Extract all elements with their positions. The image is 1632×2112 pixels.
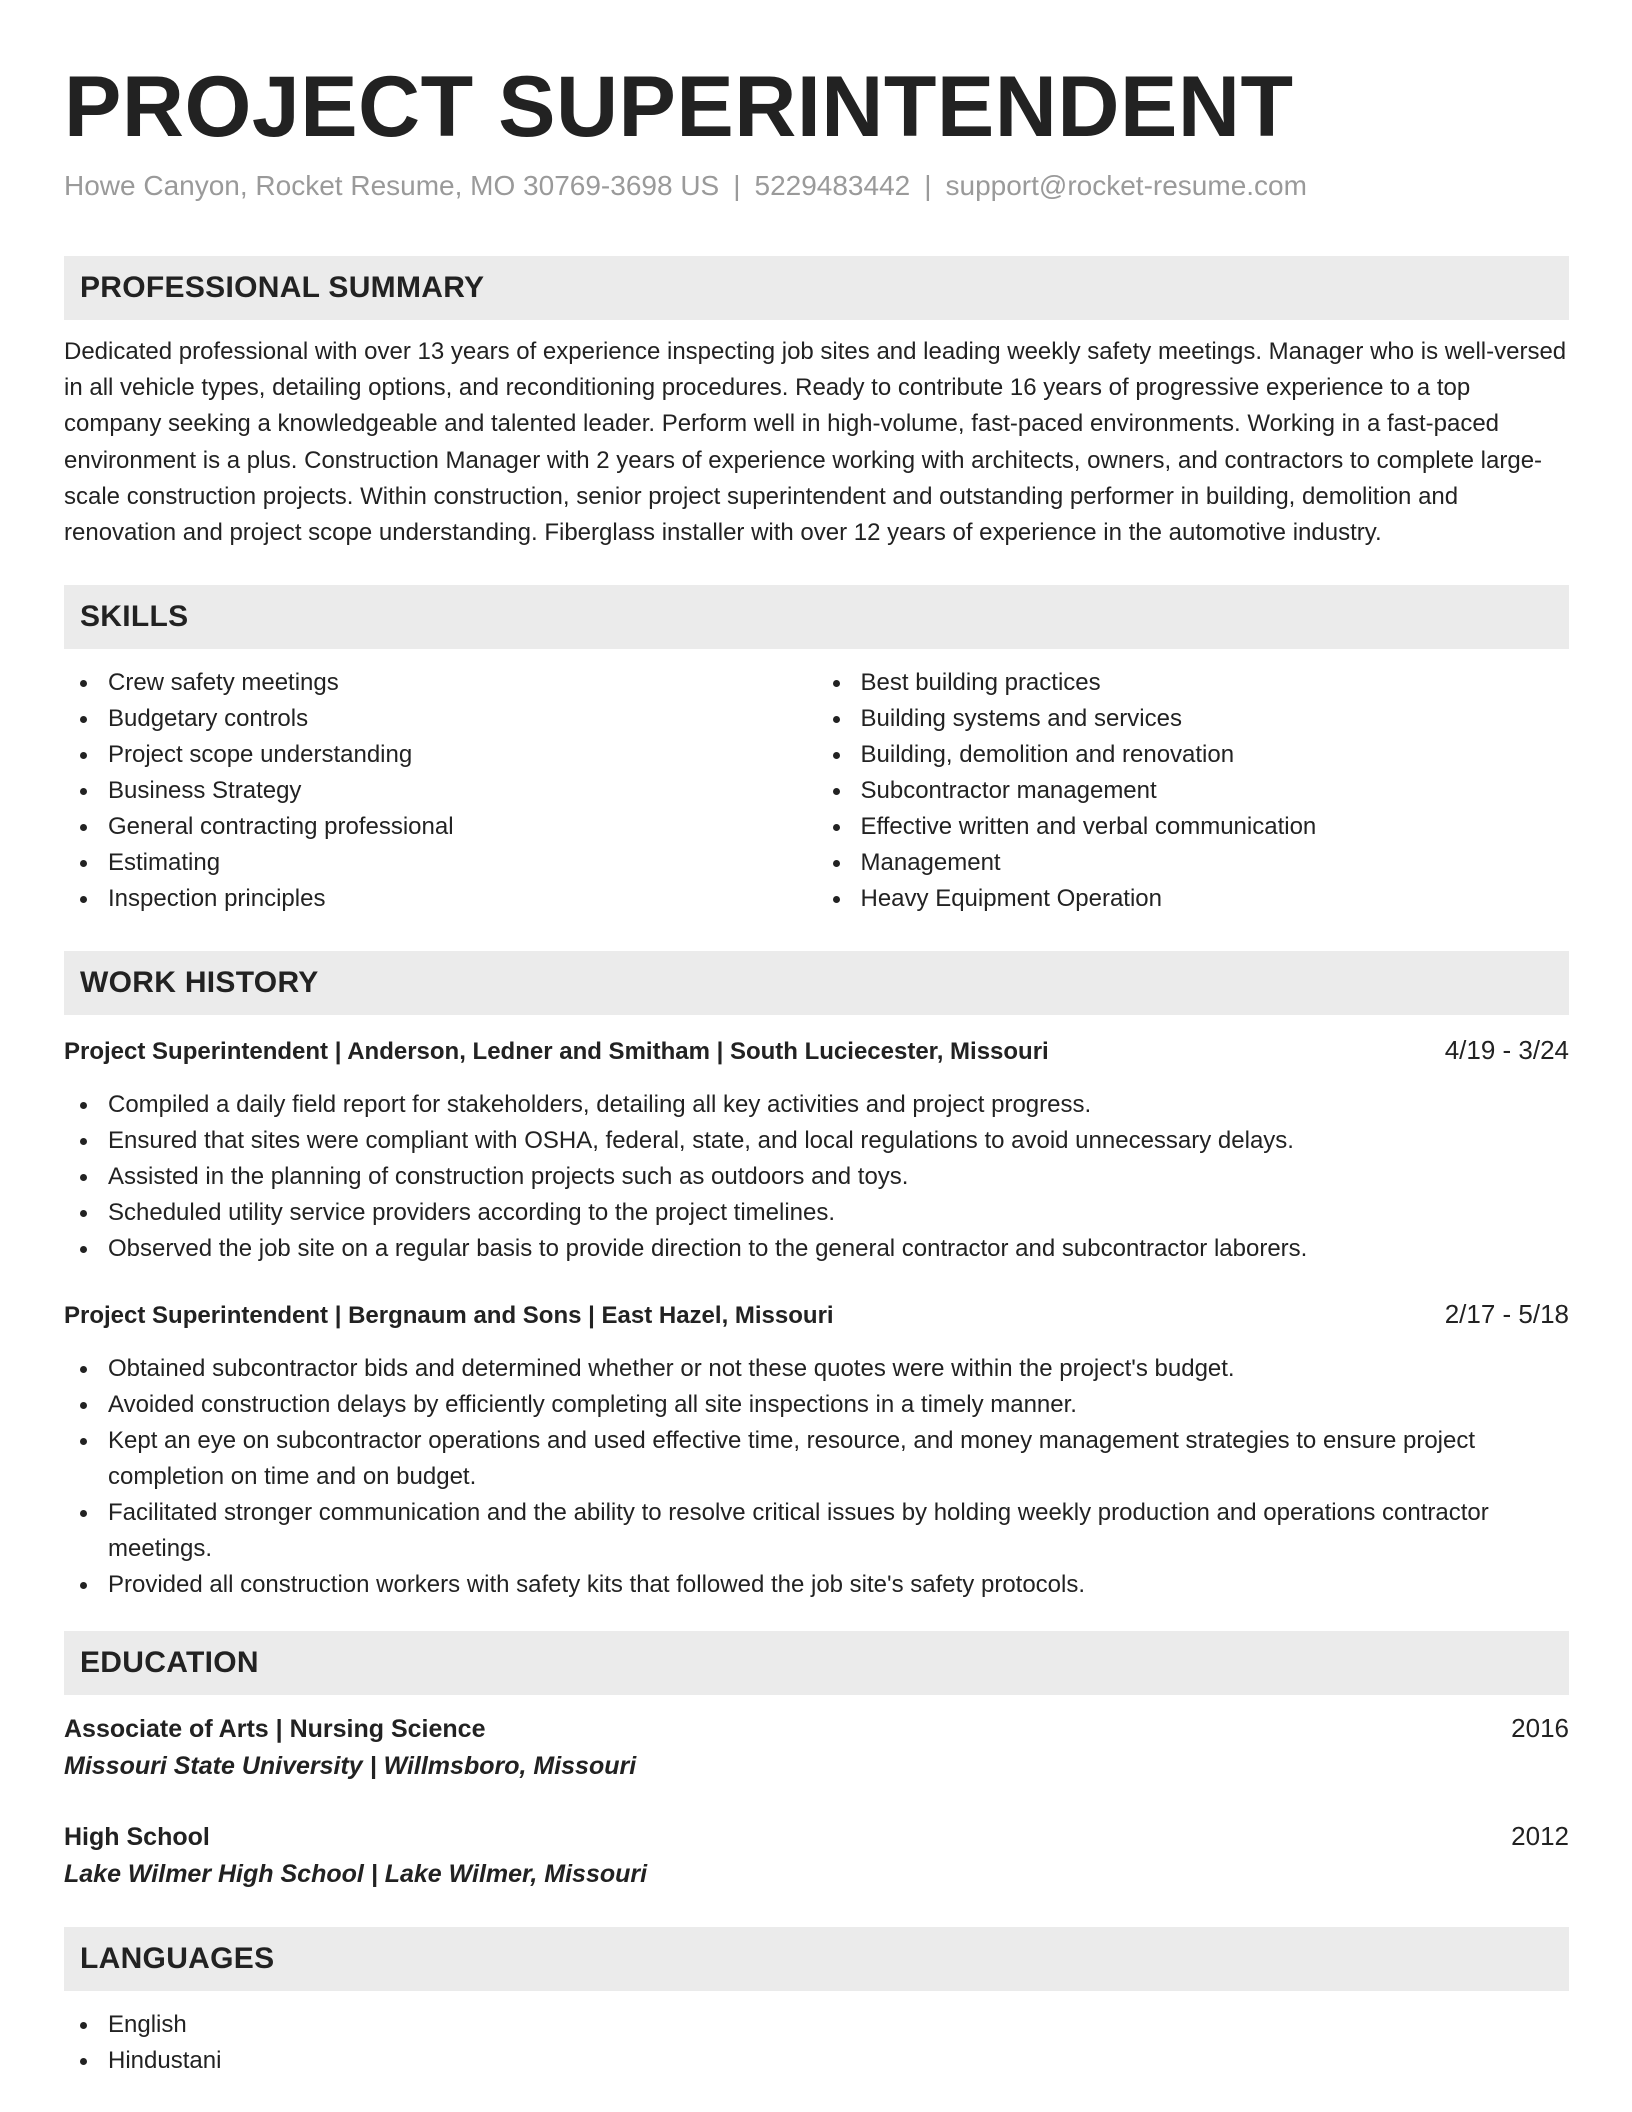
job-entry [64, 1297, 1569, 1603]
job-bullet: Assisted in the planning of construction projects such as outdoors and toys. [64, 1159, 1569, 1195]
skill-item: Best building practices [817, 665, 1570, 701]
skill-item: Building, demolition and renovation [817, 737, 1570, 773]
section-heading-work-history: WORK HISTORY [64, 951, 1569, 1015]
skill-item: General contracting professional [64, 809, 817, 845]
skill-item: Business Strategy [64, 773, 817, 809]
skill-item: Project scope understanding [64, 737, 817, 773]
resume-page [64, 0, 1569, 2079]
section-heading-skills: SKILLS [64, 585, 1569, 649]
contact-line [64, 168, 1569, 204]
job-header [64, 1297, 1569, 1333]
job-header [64, 1033, 1569, 1069]
language-item: Hindustani [64, 2043, 1569, 2079]
education-header [64, 1819, 1569, 1855]
contact-separator: | [733, 170, 741, 201]
skill-item: Building systems and services [817, 701, 1570, 737]
job-dates: 2/17 - 5/18 [1444, 1299, 1569, 1330]
job-bullet: Facilitated stronger communication and the ability to resolve critical issues by holding weekly production and operations contractor meetings. [64, 1495, 1569, 1567]
education-school: Missouri State University | Willmsboro, Missouri [64, 1752, 637, 1781]
education-entry [64, 1819, 1569, 1893]
skills-list [64, 665, 1569, 917]
skills-column-left [64, 665, 817, 917]
contact-email: support@rocket-resume.com [945, 170, 1307, 201]
languages-list [64, 2007, 1569, 2079]
education-header [64, 1711, 1569, 1747]
skill-item: Subcontractor management [817, 773, 1570, 809]
education-year: 2016 [1511, 1713, 1569, 1744]
summary-text: Dedicated professional with over 13 years of experience inspecting job sites and leading weekly safety meetings. Manager who is well-versed in all vehicle types, detailing options, and reconditioning procedures. Ready to contribute 16 years of progressive experience to a top company seeking a knowledgeable and talented leader. Perform well in high-volume, fast-paced environments. Working in a fast-paced environment is a plus. Construction Manager with 2 years of experience working with architects, owners, and contractors to complete large-scale construction projects. Within construction, senior project superintendent and outstanding performer in building, demolition and renovation and project scope understanding. Fiberglass installer with over 12 years of experience in the automotive industry. [64, 338, 1567, 547]
contact-separator: | [924, 170, 932, 201]
section-heading-education: EDUCATION [64, 1631, 1569, 1695]
job-title: Project Superintendent | Anderson, Ledner and Smitham | South Luciecester, Missouri [64, 1038, 1049, 1066]
job-bullet: Scheduled utility service providers according to the project timelines. [64, 1195, 1569, 1231]
skills-column-right [817, 665, 1570, 917]
education-school: Lake Wilmer High School | Lake Wilmer, Missouri [64, 1860, 648, 1889]
skill-item: Management [817, 845, 1570, 881]
section-heading-summary: PROFESSIONAL SUMMARY [64, 256, 1569, 320]
skill-item: Budgetary controls [64, 701, 817, 737]
skill-item: Crew safety meetings [64, 665, 817, 701]
job-dates: 4/19 - 3/24 [1444, 1035, 1569, 1066]
education-year: 2012 [1511, 1821, 1569, 1852]
contact-phone: 5229483442 [754, 170, 911, 201]
resume-name: PROJECT SUPERINTENDENT [64, 59, 1294, 155]
contact-address: Howe Canyon, Rocket Resume, MO 30769-3698 US [64, 170, 720, 201]
language-item: English [64, 2007, 1569, 2043]
job-bullets [64, 1087, 1569, 1267]
job-bullet: Avoided construction delays by efficiently completing all site inspections in a timely manner. [64, 1387, 1569, 1423]
skill-item: Estimating [64, 845, 817, 881]
job-bullets [64, 1351, 1569, 1603]
job-title: Project Superintendent | Bergnaum and Sons | East Hazel, Missouri [64, 1302, 834, 1330]
job-bullet: Obtained subcontractor bids and determined whether or not these quotes were within the project's budget. [64, 1351, 1569, 1387]
education-degree: Associate of Arts | Nursing Science [64, 1715, 486, 1744]
education-degree: High School [64, 1823, 210, 1852]
job-bullet: Compiled a daily field report for stakeholders, detailing all key activities and project progress. [64, 1087, 1569, 1123]
job-bullet: Provided all construction workers with safety kits that followed the job site's safety protocols. [64, 1567, 1569, 1603]
education-entry [64, 1711, 1569, 1785]
skill-item: Effective written and verbal communication [817, 809, 1570, 845]
job-bullet: Observed the job site on a regular basis to provide direction to the general contractor and subcontractor laborers. [64, 1231, 1569, 1267]
job-bullet: Ensured that sites were compliant with OSHA, federal, state, and local regulations to avoid unnecessary delays. [64, 1123, 1569, 1159]
job-entry [64, 1033, 1569, 1267]
section-heading-languages: LANGUAGES [64, 1927, 1569, 1991]
skill-item: Heavy Equipment Operation [817, 881, 1570, 917]
job-bullet: Kept an eye on subcontractor operations and used effective time, resource, and money management strategies to ensure project completion on time and on budget. [64, 1423, 1569, 1495]
skill-item: Inspection principles [64, 881, 817, 917]
